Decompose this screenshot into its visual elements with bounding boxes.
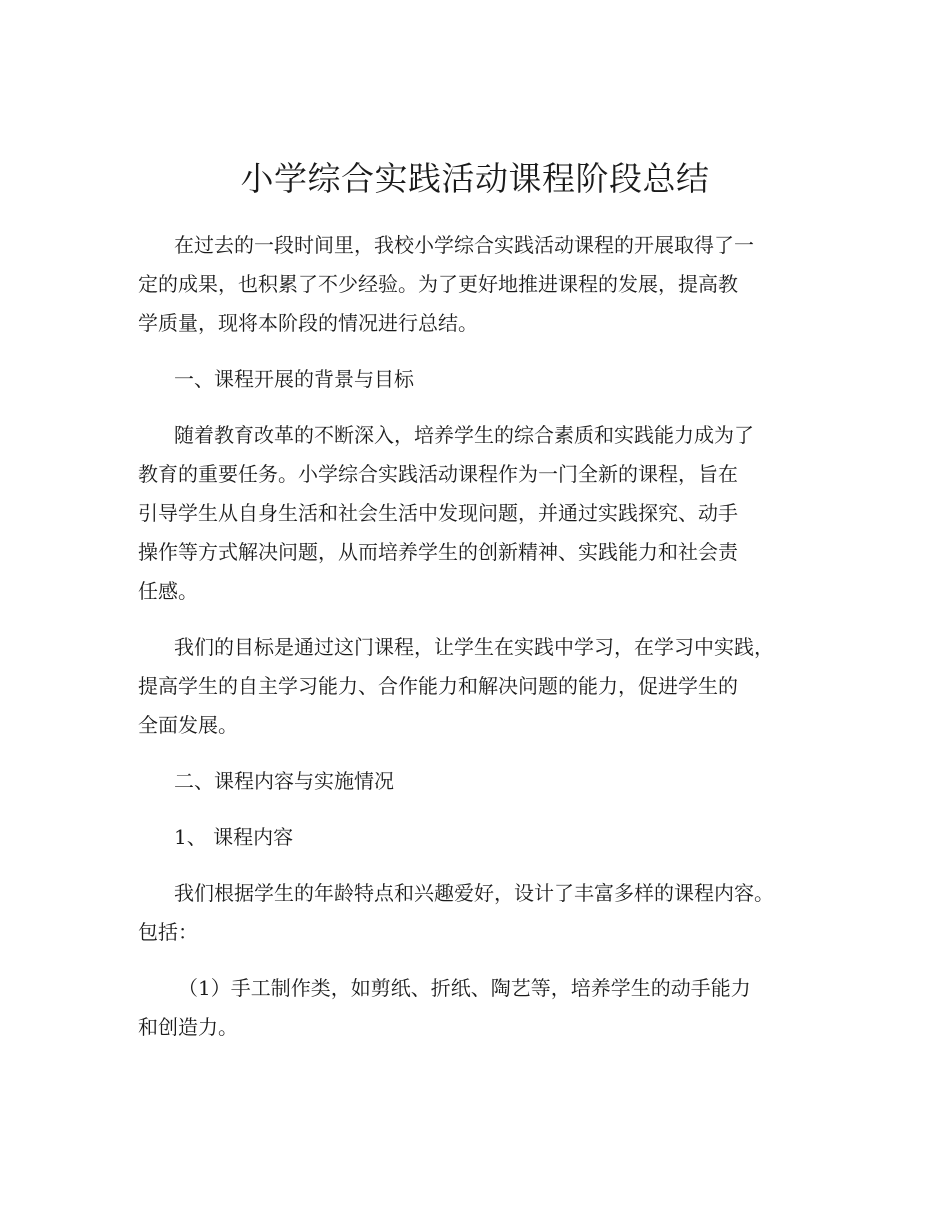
paragraph-line: 学质量，现将本阶段的情况进行总结。: [138, 311, 478, 335]
paragraph-goals: [138, 628, 838, 745]
paragraph-line: 在过去的一段时间里，我校小学综合实践活动课程的开展取得了一: [174, 233, 754, 257]
heading-line: 一、课程开展的背景与目标: [174, 367, 414, 391]
section-heading-content: [138, 762, 838, 801]
paragraph-line: （1）手工制作类，如剪纸、折纸、陶艺等，培养学生的动手能力: [178, 976, 751, 1000]
paragraph-line: 包括：: [138, 920, 198, 944]
paragraph-course-content: [138, 874, 838, 952]
subheading-course-content: [138, 818, 838, 857]
paragraph-background: [138, 416, 838, 611]
paragraph-line: 操作等方式解决问题，从而培养学生的创新精神、实践能力和社会责: [138, 540, 738, 564]
document-body: [138, 226, 838, 1047]
heading-line: 1、 课程内容: [174, 825, 294, 849]
list-item-handcraft: [138, 969, 838, 1047]
paragraph-intro: [138, 226, 838, 343]
paragraph-line: 我们根据学生的年龄特点和兴趣爱好，设计了丰富多样的课程内容。: [174, 881, 774, 905]
paragraph-line: 提高学生的自主学习能力、合作能力和解决问题的能力，促进学生的: [138, 674, 738, 698]
paragraph-line: 和创造力。: [138, 1015, 238, 1039]
heading-line: 二、课程内容与实施情况: [174, 769, 394, 793]
paragraph-line: 教育的重要任务。小学综合实践活动课程作为一门全新的课程，旨在: [138, 462, 738, 486]
paragraph-line: 定的成果，也积累了不少经验。为了更好地推进课程的发展，提高教: [138, 272, 738, 296]
document-title: 小学综合实践活动课程阶段总结: [240, 159, 710, 198]
paragraph-line: 引导学生从自身生活和社会生活中发现问题，并通过实践探究、动手: [138, 501, 738, 525]
paragraph-line: 全面发展。: [138, 713, 238, 737]
paragraph-line: 随着教育改革的不断深入，培养学生的综合素质和实践能力成为了: [174, 423, 754, 447]
section-heading-background: [138, 360, 838, 399]
paragraph-line: 任感。: [138, 579, 198, 603]
paragraph-line: 我们的目标是通过这门课程，让学生在实践中学习，在学习中实践，: [174, 635, 774, 659]
